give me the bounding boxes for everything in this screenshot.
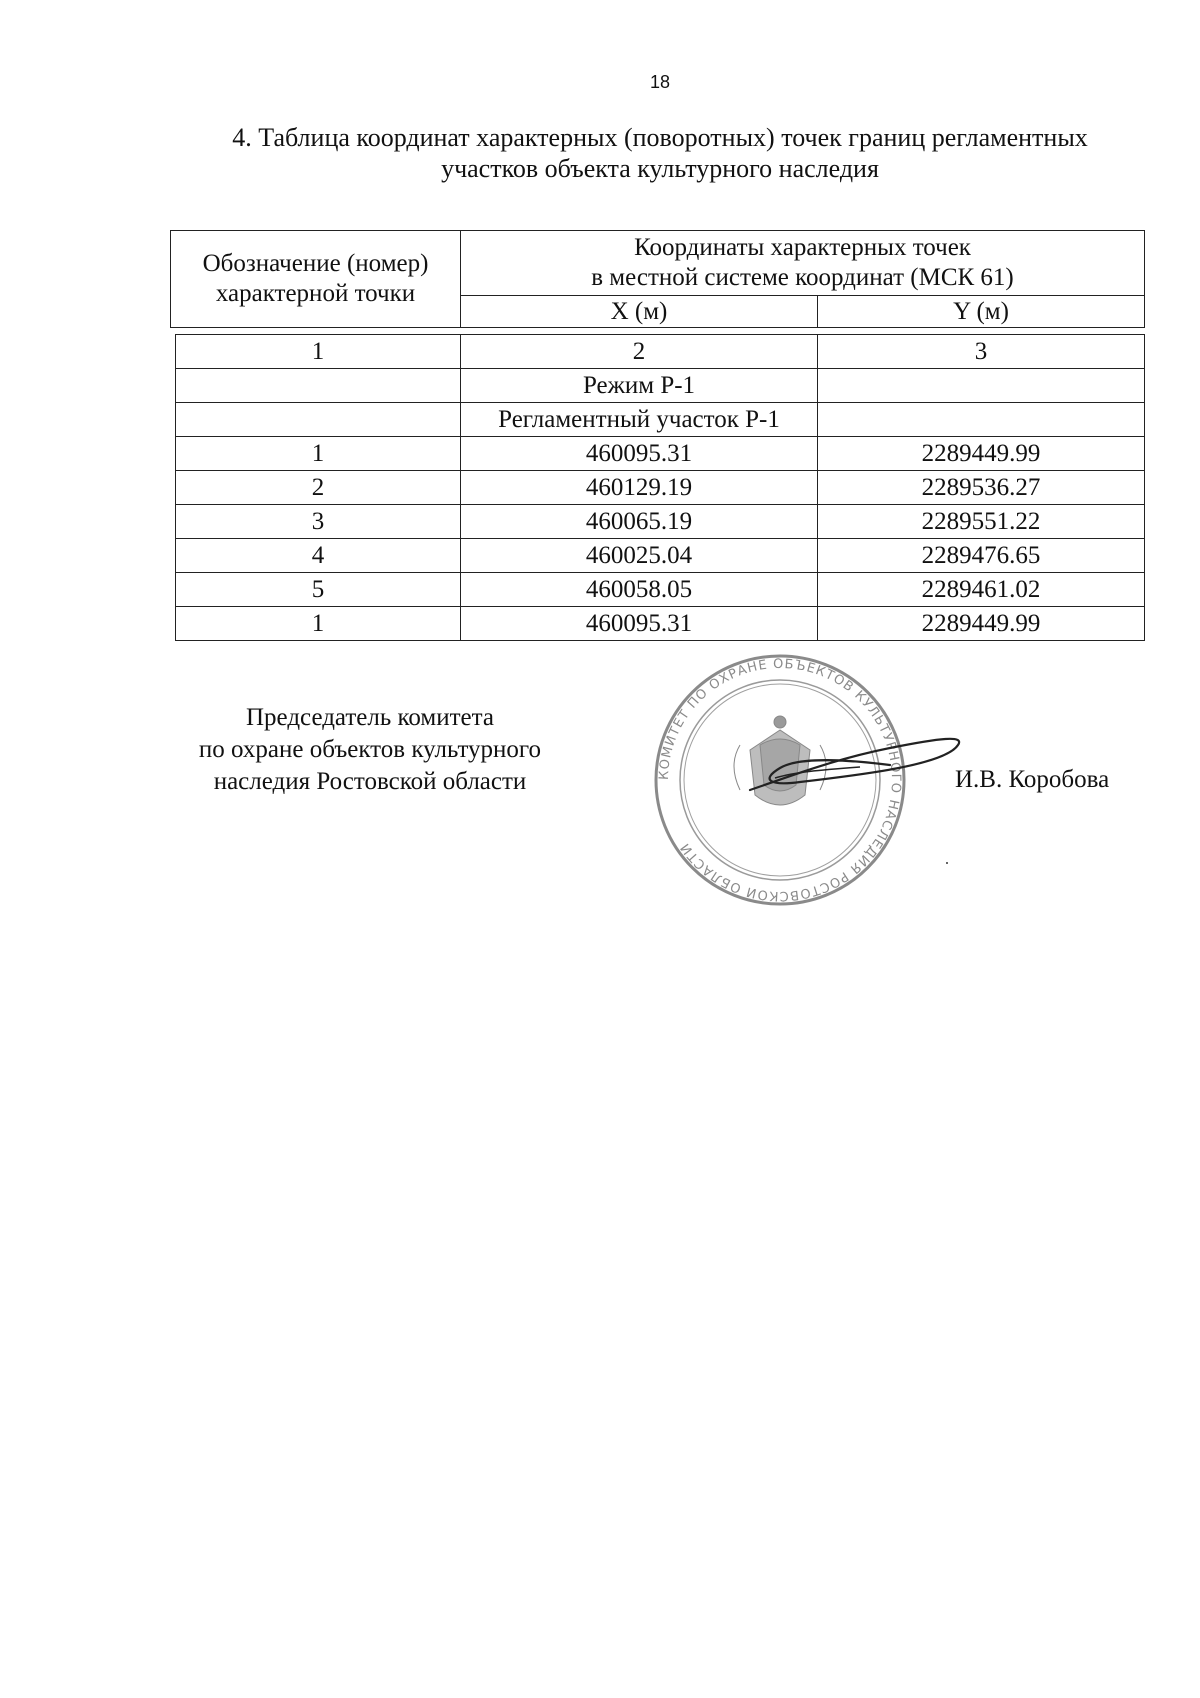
signatory-title [165,702,575,798]
document-heading [150,122,1170,184]
y-coordinate: 2289449.99 [818,437,1145,471]
coordinate-row [176,539,1145,573]
column-number-row [176,335,1145,369]
point-column-header: Обозначение (номер) характерной точки [171,231,461,328]
y-coordinate: 2289551.22 [818,505,1145,539]
coordinates-table-header [170,230,1145,328]
x-coordinate: 460025.04 [461,539,818,573]
x-column-header: X (м) [461,296,818,328]
signatory-title-line: Председатель комитета [246,704,494,731]
x-coordinate: 460129.19 [461,471,818,505]
signatory-title-line: наследия Ростовской области [213,768,527,795]
svg-text:КОМИТЕТ ПО ОХРАНЕ ОБЪЕКТОВ КУЛ: КОМИТЕТ ПО ОХРАНЕ ОБЪЕКТОВ КУЛЬТУРНОГО НАСЛЕДИЯ РОСТОВСКОЙ ОБЛАСТИ [656,656,904,904]
heading-line-2: участков объекта культурного наследия [441,154,879,183]
scan-speck [946,862,948,864]
signatory-title-line: по охране объектов культурного [198,736,542,763]
mode-row [176,369,1145,403]
x-coordinate: 460065.19 [461,505,818,539]
coordinate-row [176,505,1145,539]
coordinates-table-body [175,334,1145,641]
x-coordinate: 460058.05 [461,573,818,607]
handwritten-signature [740,720,970,810]
y-column-header: Y (м) [818,296,1145,328]
coordinate-row [176,607,1145,641]
x-coordinate: 460095.31 [461,437,818,471]
y-coordinate: 2289461.02 [818,573,1145,607]
y-coordinate: 2289449.99 [818,607,1145,641]
point-number: 1 [176,607,461,641]
coordinates-column-header: Координаты характерных точек в местной системе координат (МСК 61) [461,231,1145,296]
column-number: 1 [176,335,461,369]
coordinate-row [176,437,1145,471]
section-row [176,403,1145,437]
point-number: 2 [176,471,461,505]
page-number: 18 [649,72,671,92]
y-coordinate: 2289536.27 [818,471,1145,505]
point-number: 4 [176,539,461,573]
column-number: 3 [818,335,1145,369]
heading-line-1: 4. Таблица координат характерных (поворотных) точек границ регламентных [232,123,1088,152]
point-number: 3 [176,505,461,539]
y-coordinate: 2289476.65 [818,539,1145,573]
signer-name: И.В. Коробова [955,766,1110,793]
section-label: Регламентный участок Р-1 [461,403,818,437]
column-number: 2 [461,335,818,369]
point-number: 5 [176,573,461,607]
point-number: 1 [176,437,461,471]
mode-label: Режим Р-1 [461,369,818,403]
coordinate-row [176,573,1145,607]
coordinate-row [176,471,1145,505]
x-coordinate: 460095.31 [461,607,818,641]
